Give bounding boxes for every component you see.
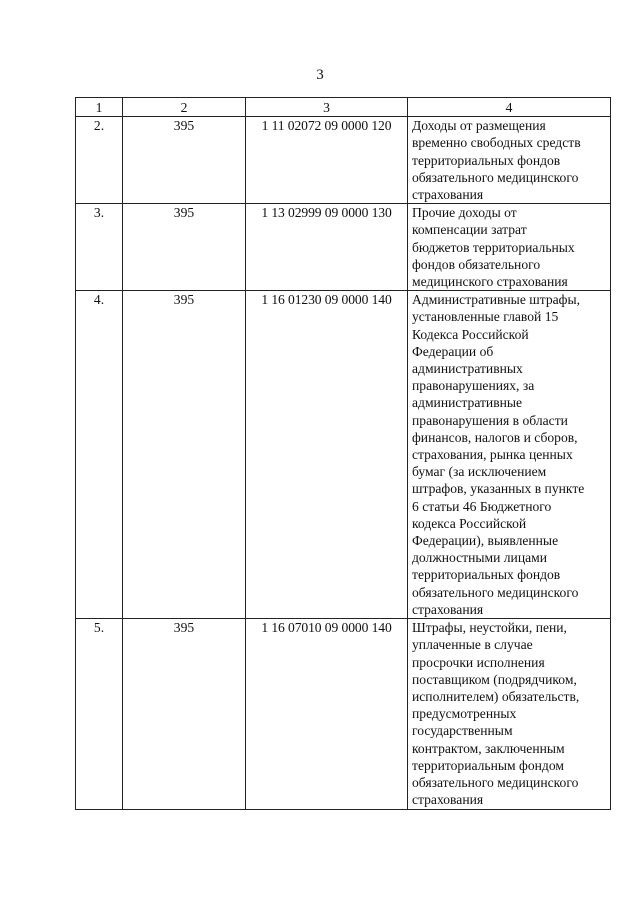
column-header-3: 3 (246, 98, 408, 117)
page-number: 3 (316, 67, 324, 83)
table-row (76, 117, 611, 204)
row-number: 5. (76, 619, 123, 810)
table-header-row (76, 98, 611, 117)
revenue-description-text: Прочие доходы от компенсации затрат бюджетов территориальных фондов обязательного медицинского страхования (412, 205, 575, 290)
admin-code: 395 (123, 291, 246, 619)
row-number: 4. (76, 291, 123, 619)
admin-code: 395 (123, 117, 246, 204)
table-row (76, 291, 611, 619)
revenue-description (408, 291, 611, 619)
budget-classification-code: 1 16 01230 09 0000 140 (246, 291, 408, 619)
row-number: 3. (76, 204, 123, 291)
admin-code: 395 (123, 204, 246, 291)
revenue-description (408, 619, 611, 810)
budget-classification-code: 1 16 07010 09 0000 140 (246, 619, 408, 810)
admin-code: 395 (123, 619, 246, 810)
column-header-4: 4 (408, 98, 611, 117)
column-header-1: 1 (76, 98, 123, 117)
budget-classification-code: 1 11 02072 09 0000 120 (246, 117, 408, 204)
budget-classification-code: 1 13 02999 09 0000 130 (246, 204, 408, 291)
revenue-description (408, 204, 611, 291)
revenue-codes-table (75, 97, 611, 810)
table-row (76, 204, 611, 291)
revenue-description (408, 117, 611, 204)
column-header-2: 2 (123, 98, 246, 117)
revenue-description-text: Административные штрафы, установленные главой 15 Кодекса Российской Федерации об административных правонарушениях, за административные правонарушения в области финансов, налогов и сборов, страхования, рынка ценных бумаг (за исключением штрафов, указанных в пункте 6 статьи 46 Бюджетного кодекса Российской Федерации), выявленные должностными лицами территориальных фондов обязательного медицинского страхования (412, 292, 585, 617)
revenue-description-text: Доходы от размещения временно свободных средств территориальных фондов обязательного медицинского страхования (412, 118, 581, 203)
table-row (76, 619, 611, 810)
revenue-description-text: Штрафы, неустойки, пени, уплаченные в случае просрочки исполнения поставщиком (подрядчиком, исполнителем) обязательств, предусмотренных государственным контрактом, заключенным территориальным фондом обязательного медицинского страхования (412, 620, 580, 808)
row-number: 2. (76, 117, 123, 204)
